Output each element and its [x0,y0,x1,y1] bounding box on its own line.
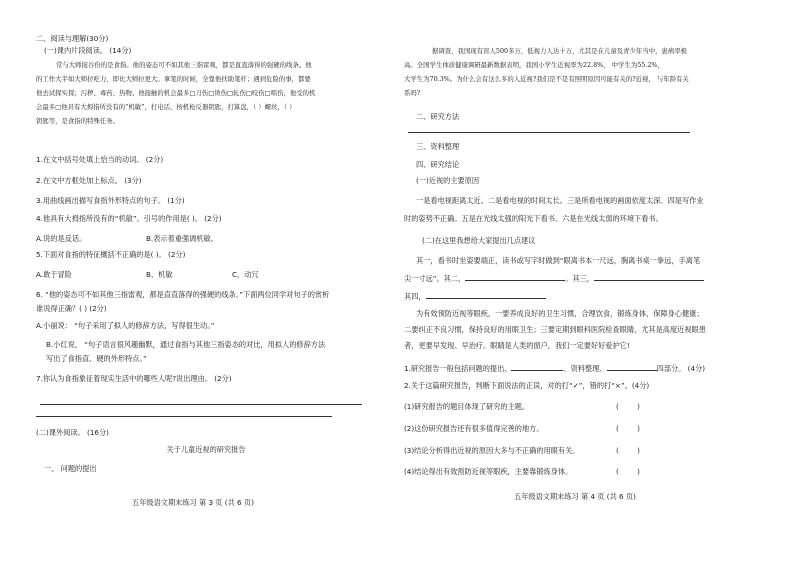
rq1-part-c: 四部分。 (4分) [656,364,706,373]
page-footer: 五年级语文期末练习 第 3 页 (共 6 页) [132,498,254,507]
option-6b-cont: 写出了食指直、硬的外形特点。” [46,354,147,363]
causes-text: 时的姿势不正确。五是在光线太强的阳光下看书。六是在光线太弱的环境下看书。 [404,214,663,223]
causes-text: 一是看电视距离太近。二是看电视的时间太长。三是所看电视的画面依度太深。四是写作业 [416,196,704,205]
closing-paragraph: 二要纠正不良习惯，保持良好的用眼卫生；三要定期到眼科医院检查眼睛，尤其是高度近视眼患 [404,325,706,334]
fill-blank[interactable] [426,290,546,299]
judge-item: (1)研究报告的题目体现了研究的主题。 [404,402,530,411]
heading-method: 二、研究方法 [416,112,460,121]
heading-problem: 一、 问题的提出 [44,464,97,473]
fill-blank[interactable] [465,272,565,281]
option-5b: B、机敏 [146,270,173,279]
question-4: 4.他具有大拇指所没有的“机敏”。引号的作用是( )。 (2分) [36,214,222,223]
heading-conclusion: 四、研究结论 [416,160,460,169]
option-5a: A.敢于冒险 [36,270,72,279]
passage-line: 会最多□他具有大拇指所没有的“机敏”，打电话、按机枪反器钥匙，打算盘，（ ）螺丝，（ ） [36,103,296,111]
part1-title: (一)课内片段阅读。 (14分) [44,46,132,55]
suggestion-3-label: 。其三， [565,274,594,283]
report-paragraph: 据调查，我国现有盲人500多万，低视力人达十万，尤其是在儿童及青少年当中，患病率极 [432,47,688,55]
answer-line [40,404,362,405]
rq1-part-a: 1.研究报告一般包括问题的提出、 [404,364,512,373]
page-footer: 五年级语文期末练习 第 4 页 (共 6 页) [514,492,636,501]
report-title: 关于儿童近视的研究报告 [166,445,246,454]
option-6a: A.小丽说： “句子采用了拟人的修辞方法，写得很生动。” [36,321,215,330]
answer-paren[interactable]: ( ) [616,446,640,455]
fill-blank[interactable] [594,272,704,281]
suggestion-text: 其一，看书时坐姿要端正，读书或写字时做到“眼离书本一尺远，胸离书桌一拳远，手离笔 [416,256,701,265]
suggestion-2-label: 尖一寸远”。其二， [404,274,466,283]
answer-paren[interactable]: ( ) [616,467,640,476]
report-question-1 [404,362,705,374]
answer-line [408,132,690,133]
answer-line [36,416,332,417]
fill-blank[interactable] [511,362,563,371]
report-paragraph: 大学生为70.3%。为什么会有这么多的人近视?我们是不是有照明原因可能有关的?近视， 与年龄有关 [404,75,689,83]
report-paragraph: 高。全国学生体质健康调研最新数据表明，我国小学生近视率为22.8%， 中学生为55.2%， [404,61,664,69]
option-4b: B.表示着重强调机敏。 [146,234,218,243]
question-6-cont: 谁说得正确？( ) (2分) [36,304,107,313]
judge-item: (4)结论得出有效预防近视等眼疾，主要靠锻炼身体。 [404,467,573,476]
subheading-suggestions: (二)在这里我想给大家提出几点建议 [422,236,536,245]
report-question-2: 2.关于这篇研究报告，判断下面说法的正误，对的打“✓”，错的打“×”。(4分) [404,381,650,390]
heading-data: 三、资料整理 [416,142,460,151]
option-5c: C、动冗 [232,270,259,279]
passage-line: 钥匙等，是食指的特殊任务。 [36,117,120,125]
option-6b: B.小红说， “句子语言很风趣幽默，通过食指与其他三指姿态的对比，用拟人的修辞方法 [46,340,326,349]
passage-line: 他去试探实探；污秽、毒药、热物、他接触的机会最多□刀伤□烫伤□轧伤□咬伤□啮伤，他受的机 [36,89,316,97]
suggestion-line-3 [404,290,546,302]
passage-line: 常与大师接谷份的是食指。他的姿态可不如其他三指雷观，都是直直落得的强硬的线条。他 [56,61,312,69]
question-7: 7.你认为食指象征着现实生活中的哪些人呢?说出理由。 (2分) [36,374,232,383]
fill-blank[interactable] [607,362,657,371]
answer-paren[interactable]: ( ) [616,402,640,411]
question-1: 1.在文中括号处填上恰当的动词。 (2分) [36,155,164,164]
question-2: 2.在文中方框处加上标点。 (3分) [36,176,142,185]
closing-paragraph: 者，更要早发现、早治疗。眼睛是人类的窗户，我们一定要好好爱护它! [404,341,630,350]
subheading-causes: (一)近视的主要原因 [416,176,480,185]
section-title: 二、阅读与理解(30分) [36,34,109,43]
option-4a: A.说的是反话。 [36,234,87,243]
suggestion-line-2 [404,272,704,284]
question-3: 3.用曲线画出描写食指外形特点的句子。 (1分) [36,196,185,205]
judge-item: (2)这份研究报告还有很多值得完善的地方。 [404,424,544,433]
answer-paren[interactable]: ( ) [616,424,640,433]
judge-item: (3)结论分析得出近视的原因大多与不正确的用眼有关。 [404,446,580,455]
part2-title: (二)课外阅读。 (16分) [36,428,109,437]
passage-line: 的工作大半如大师拉吃力，即比大师拉更大。拿笔的时候，全靠他扶助笔杆；遇到危险的事，都要 [36,75,311,83]
report-paragraph: 系吗? [404,89,421,97]
question-6: 6. “他的姿态可不如其他三指雷观，都是直直落得的强硬的线条。”下面两位同学对句子的赏析 [36,290,330,299]
closing-paragraph: 为有效预防近视等眼疾，一要养成良好的卫生习惯，合理饮食，锻炼身体，保障身心健康； [416,309,704,318]
question-5: 5.下面对食指的特征概括不正确的是( )。 (2分) [36,250,186,259]
suggestion-4-label: 其四， [404,292,426,301]
rq1-part-b: 、资料整理、 [563,364,607,373]
